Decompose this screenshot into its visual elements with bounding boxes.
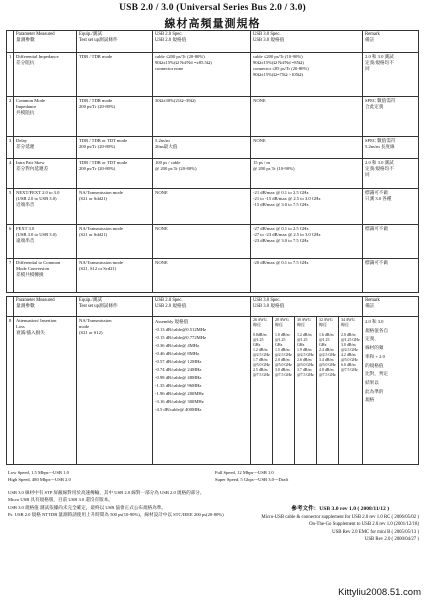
table-row: 2 Common Mode Impedance 共模阻抗 TDR / TDR mode 200 ps/Tr (20-80%) 30Ω±30%(21Ω~39Ω) NONE SPEC 數值需符 合此定義: [7, 97, 419, 137]
spec-table-1: [6, 30, 419, 293]
header-equip: Equip./測試 Test set up測試條件: [77, 31, 153, 53]
footnotes: USB 3.0 線材中有 STP 屏蔽線對用於高速傳輸，其中 USB 2.0 線對一部分為 USB 2.0 規格的部分。 Micro USB 具有規格版，目前 USB 3.0 還沒有版本。 USB 3.0 規格值 測試依據尚未完全確定，最終以 USB 協會正式公布規格為準。 Ps. USB 2.0 規格 NTTDR 量測時請使用上升時間為 500 ps(10-90%)，線材設計中以 STC/IEEE 200 ps(20-80%): [8, 490, 224, 518]
header-parameter: Parameter Measured 量測參數: [14, 31, 77, 53]
table-row: 4 Intra Pair Skew 差分對內延遲差 TDR / TDR or TDT mode 200 ps/Tr (20-80%) 100 ps / cable @ 200 ps Tr (20-80%) 15 ps / m @ 200 ps Tr (10-90%) 2.0 和 3.0 測試 定義/規格均不 同: [7, 159, 419, 189]
header-usb3: USB 3.0 Spec. USB 3.0 規格值: [251, 31, 363, 53]
table-row: 5 NEXT/FEXT 2.0 to 3.0 (USB 2.0 to USB 3.0) 近端串音 NA/Transmission mode (S21 or Sdd21) NONE -21 dB/max @ 0.1 to 2.5 GHz -21 to -15 dB/max @ 2.5 to 3.0 GHz -15 dB/max @ 3.0 to 7.5 GHz 標識可不做 只測 3.0 各種: [7, 189, 419, 225]
table-row: 6 FEXT 3.0 (USB 3.0 to USB 3.0) 遠端串音 NA/Transmission mode (S21 or Sdd21) NONE -27 dB/max @ 0.1 to 2.5 GHz -27 to -23 dB/max @ 2.5 to 3.0 GHz -23 dB/max @ 3.0 to 7.5 GHz 標識可不做: [7, 225, 419, 259]
table-header-row: Parameter Measured 量測參數 Equip./測試 Test set up測試條件 USB 2.0 Spec. USB 2.0 規格值 USB 3.0 Spec. USB 3.0 規格值 Remark 備註: [7, 297, 419, 317]
speed-notes-right: Full Speed, 12 Mbps---USB 1.0 Super Speed, 5 Gbps---USB 3.0---Draft: [215, 470, 289, 482]
header-usb2: USB 2.0 Spec. USB 2.0 規格值: [153, 31, 251, 53]
table-row: 8 Attenuation/ Insertion Loss 衰減/插入損失 NA/Transmission mode (S21 or S12) Assembly 規格值 -0.13 dB/cable@0.512MHz -0.15 dB/cable@0.772MHz -0.36 dB/cable@ 4MHz -0.46 dB/cable@ 8MHz -0.57 dB/cable@ 12MHz -0.74 dB/cable@ 24MHz -0.98 dB/cable@ 48MHz -1.35 dB/cable@ 96MHz -1.96 dB/cable@ 200MHz -3.16 dB/cable@ 300MHz -4.5 dB/cable@ 400MHz 26 AWG 線徑 0.8dB/m @1.25 GHz 1.2 dB/m @2.5 GHz 1.7 dB/m @5.0 GHz 2.5 dB/m @7.5 GHz 28 AWG 線徑 1.0 dB/m @1.25 GHz 1.5 dB/m @2.5 GHz 2.0 dB/m @5.0 GHz 3.0 dB/m @7.5 GHz 30 AWG 線徑 1.2 dB/m @1.25 GHz 1.9 dB/m @2.5 GHz 2.6 dB/m @5.0 GHz 3.7 dB/m @7.5 GHz 32 AWG 線徑 1.6 dB/m @1.25 GHz 2.4 dB/m @2.5 GHz 3.4 dB/m @5.0 GHz 4.8 dB/m @7.5 GHz 34 AWG 線徑 2.0 dB/m @1.25 GHz 3.0 dB/m @2.5 GHz 4.2 dB/m @5.0 GHz 6.0 dB/m @7.5 GHz 2.0 和 3.0 規格值各自 定義， 線材的頻 率和 + 2.0 的規格值 比對，判定 結果以 此為準的 規格: [7, 317, 419, 465]
watermark: Kittyliu2008.51.com: [338, 587, 421, 598]
spec-table-2: [6, 296, 419, 465]
table-row: 1 Differential Impedance 差分阻抗 TDR / TDR mode cable ≤200 ps/Tr (20-80%) 90Ω±15%(Ω Nd/Nd =±85.5Ω) connector none cable ≤200 ps/Tr (10-90%) 90Ω±15%(Ω Nd/Nd =85Ω) connector ≤85 ps/Tr (20-80%) 90Ω±15%(Ω=75Ω ~105Ω) 2.0 和 3.0 測試 定義/規格均不 同: [7, 53, 419, 97]
table-row: 3 Delay 差分延遲 TDR / TDR or TDT mode 200 ps/Tr (20-80%) 5.2ns/m 26ns最大值 NONE SPEC 數值需符 5.2ns/m 長度線: [7, 137, 419, 159]
document-title: USB 2.0 / 3.0 (Universal Series Bus 2.0 / 3.0): [119, 3, 306, 13]
header-remark: Remark 備註: [363, 31, 419, 53]
reference-documents: 參考文件：USB 3.0 rev 1.0 ( 2008/11/12 ) Micro-USB cable & connector supplement for USB 2.0 rev 1.0 RC ( 2006/05/02 ) On-The-Go Supplement to USB 2.0 rev 1.0 (2001/12/18) USB Rev 2.0 EMC for mini B ( 2005/05/13 ) USB Rev 2.0 ( 2000/04/27 ): [261, 506, 419, 542]
table-row: 7 Differential to Common Mode Conversion 差模共模轉換 NA/Transmission mode (S21, S12 or Scd21) NONE -20 dB/max @ 0.1 to 7.5 GHz 標識可不做: [7, 259, 419, 293]
document-subtitle: 線材高頻量測規格: [164, 18, 261, 30]
speed-notes-left: Low Speed, 1.5 Mbps---USB 1.0 High Speed, 480 Mbps---USB 2.0: [8, 470, 71, 482]
table-header-row: [7, 31, 419, 53]
